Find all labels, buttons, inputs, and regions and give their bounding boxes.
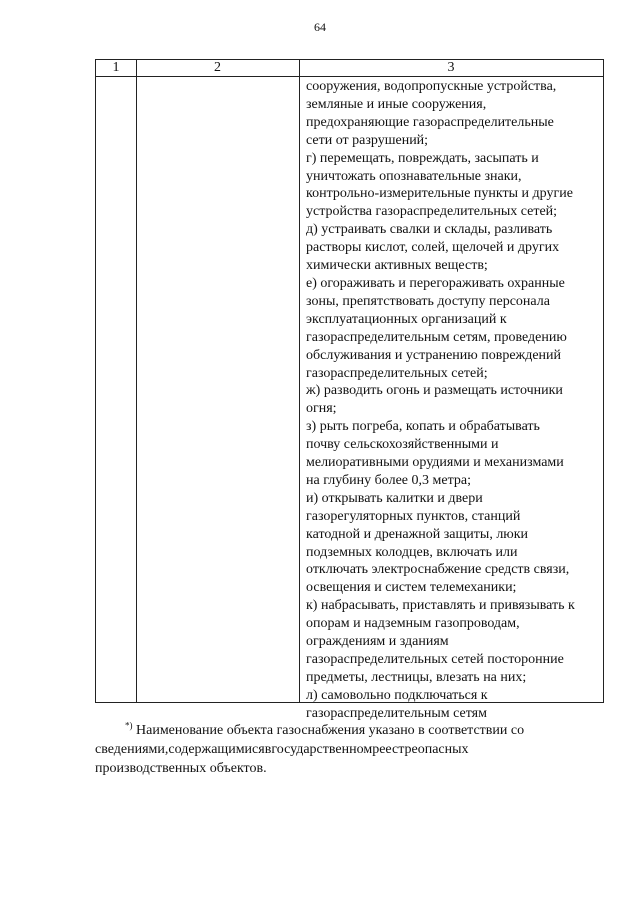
- column-3-line: газораспределительным сетям: [306, 705, 487, 721]
- column-3-line: предохраняющие газораспределительные: [306, 114, 554, 130]
- footnote-word: в: [264, 742, 272, 757]
- column-3-line: освещения и систем телемеханики;: [306, 580, 517, 596]
- footnote-word: содержащимися: [168, 742, 265, 757]
- column-3-text: [306, 78, 602, 723]
- column-3-line: катодной и дренажной защиты, люки: [306, 526, 529, 542]
- column-3-line: земляные и иные сооружения,: [306, 96, 487, 112]
- column-3-line: газораспределительных сетей посторонние: [306, 652, 564, 667]
- column-3-line: контрольно-измерительные пункты и другие: [306, 186, 573, 202]
- column-3-line: подземных колодцев, включать или: [306, 544, 518, 560]
- column-3-line: растворы кислот, солей, щелочей и других: [306, 240, 560, 256]
- column-3-line: ограждениям и зданиям: [306, 634, 449, 650]
- column-3-line: обслуживания и устранению повреждений: [306, 347, 562, 363]
- column-3-line: г) перемещать, повреждать, засыпать и: [306, 150, 539, 166]
- column-3-line: на глубину более 0,3 метра;: [306, 472, 471, 488]
- column-3-line: химически активных веществ;: [306, 258, 488, 274]
- header-col-3: 3: [447, 60, 455, 75]
- column-3-line: сети от разрушений;: [306, 132, 429, 148]
- column-3-line: почву сельскохозяйственными и: [306, 437, 499, 453]
- column-3-line: з) рыть погреба, копать и обрабатывать: [306, 419, 540, 435]
- column-3-line: л) самовольно подключаться к: [306, 687, 488, 703]
- column-3-line: опорам и надземным газопроводам,: [306, 616, 520, 632]
- column-3-line: устройства газораспределительных сетей;: [306, 204, 558, 220]
- footnote-word: реестре: [372, 742, 418, 757]
- footnote: [95, 721, 604, 778]
- column-3-line: и) открывать калитки и двери: [306, 490, 483, 506]
- footnote-marker: *): [125, 720, 133, 731]
- header-col-2: 2: [214, 60, 221, 75]
- footnote-word: сведениями,: [95, 742, 169, 757]
- footnote-word: государственном: [271, 742, 373, 757]
- column-3-line: отключать электроснабжение средств связи,: [306, 562, 570, 578]
- column-3-line: зоны, препятствовать доступу персонала: [306, 293, 550, 309]
- column-3-line: предметы, лестницы, влезать на них;: [306, 669, 527, 685]
- column-divider-1: [136, 60, 137, 702]
- column-3-line: ж) разводить огонь и размещать источники: [306, 383, 563, 399]
- footnote-line-1: [95, 721, 604, 740]
- column-3-line: д) устраивать свалки и склады, разливать: [306, 222, 553, 238]
- footnote-line-2: [95, 740, 604, 759]
- content-table: [95, 59, 604, 721]
- header-col-1: 1: [112, 60, 120, 75]
- column-3-line: к) набрасывать, приставлять и привязывать к: [306, 598, 575, 614]
- column-3-line: огня;: [306, 401, 337, 417]
- column-3-line: сооружения, водопропускные устройства,: [306, 79, 557, 94]
- footnote-line-3: производственных объектов.: [95, 761, 267, 776]
- column-3-line: мелиоративными орудиями и механизмами: [306, 455, 564, 471]
- column-3-line: газораспределительным сетям, проведению: [306, 329, 567, 345]
- table-header-row: [96, 60, 603, 77]
- column-3-line: газораспределительных сетей;: [306, 365, 488, 381]
- column-3-line: уничтожать опознавательные знаки,: [306, 168, 522, 184]
- column-divider-2: [299, 60, 300, 702]
- footnote-word: опасных: [417, 742, 469, 757]
- column-3-line: газорегуляторных пунктов, станций: [306, 508, 521, 524]
- column-3-line: е) огораживать и перегораживать охранные: [306, 275, 565, 291]
- column-3-line: эксплуатационных организаций к: [306, 311, 507, 327]
- footnote-text-1: Наименование объекта газоснабжения указано в соответствии со: [136, 723, 525, 738]
- page-number: 64: [314, 20, 326, 34]
